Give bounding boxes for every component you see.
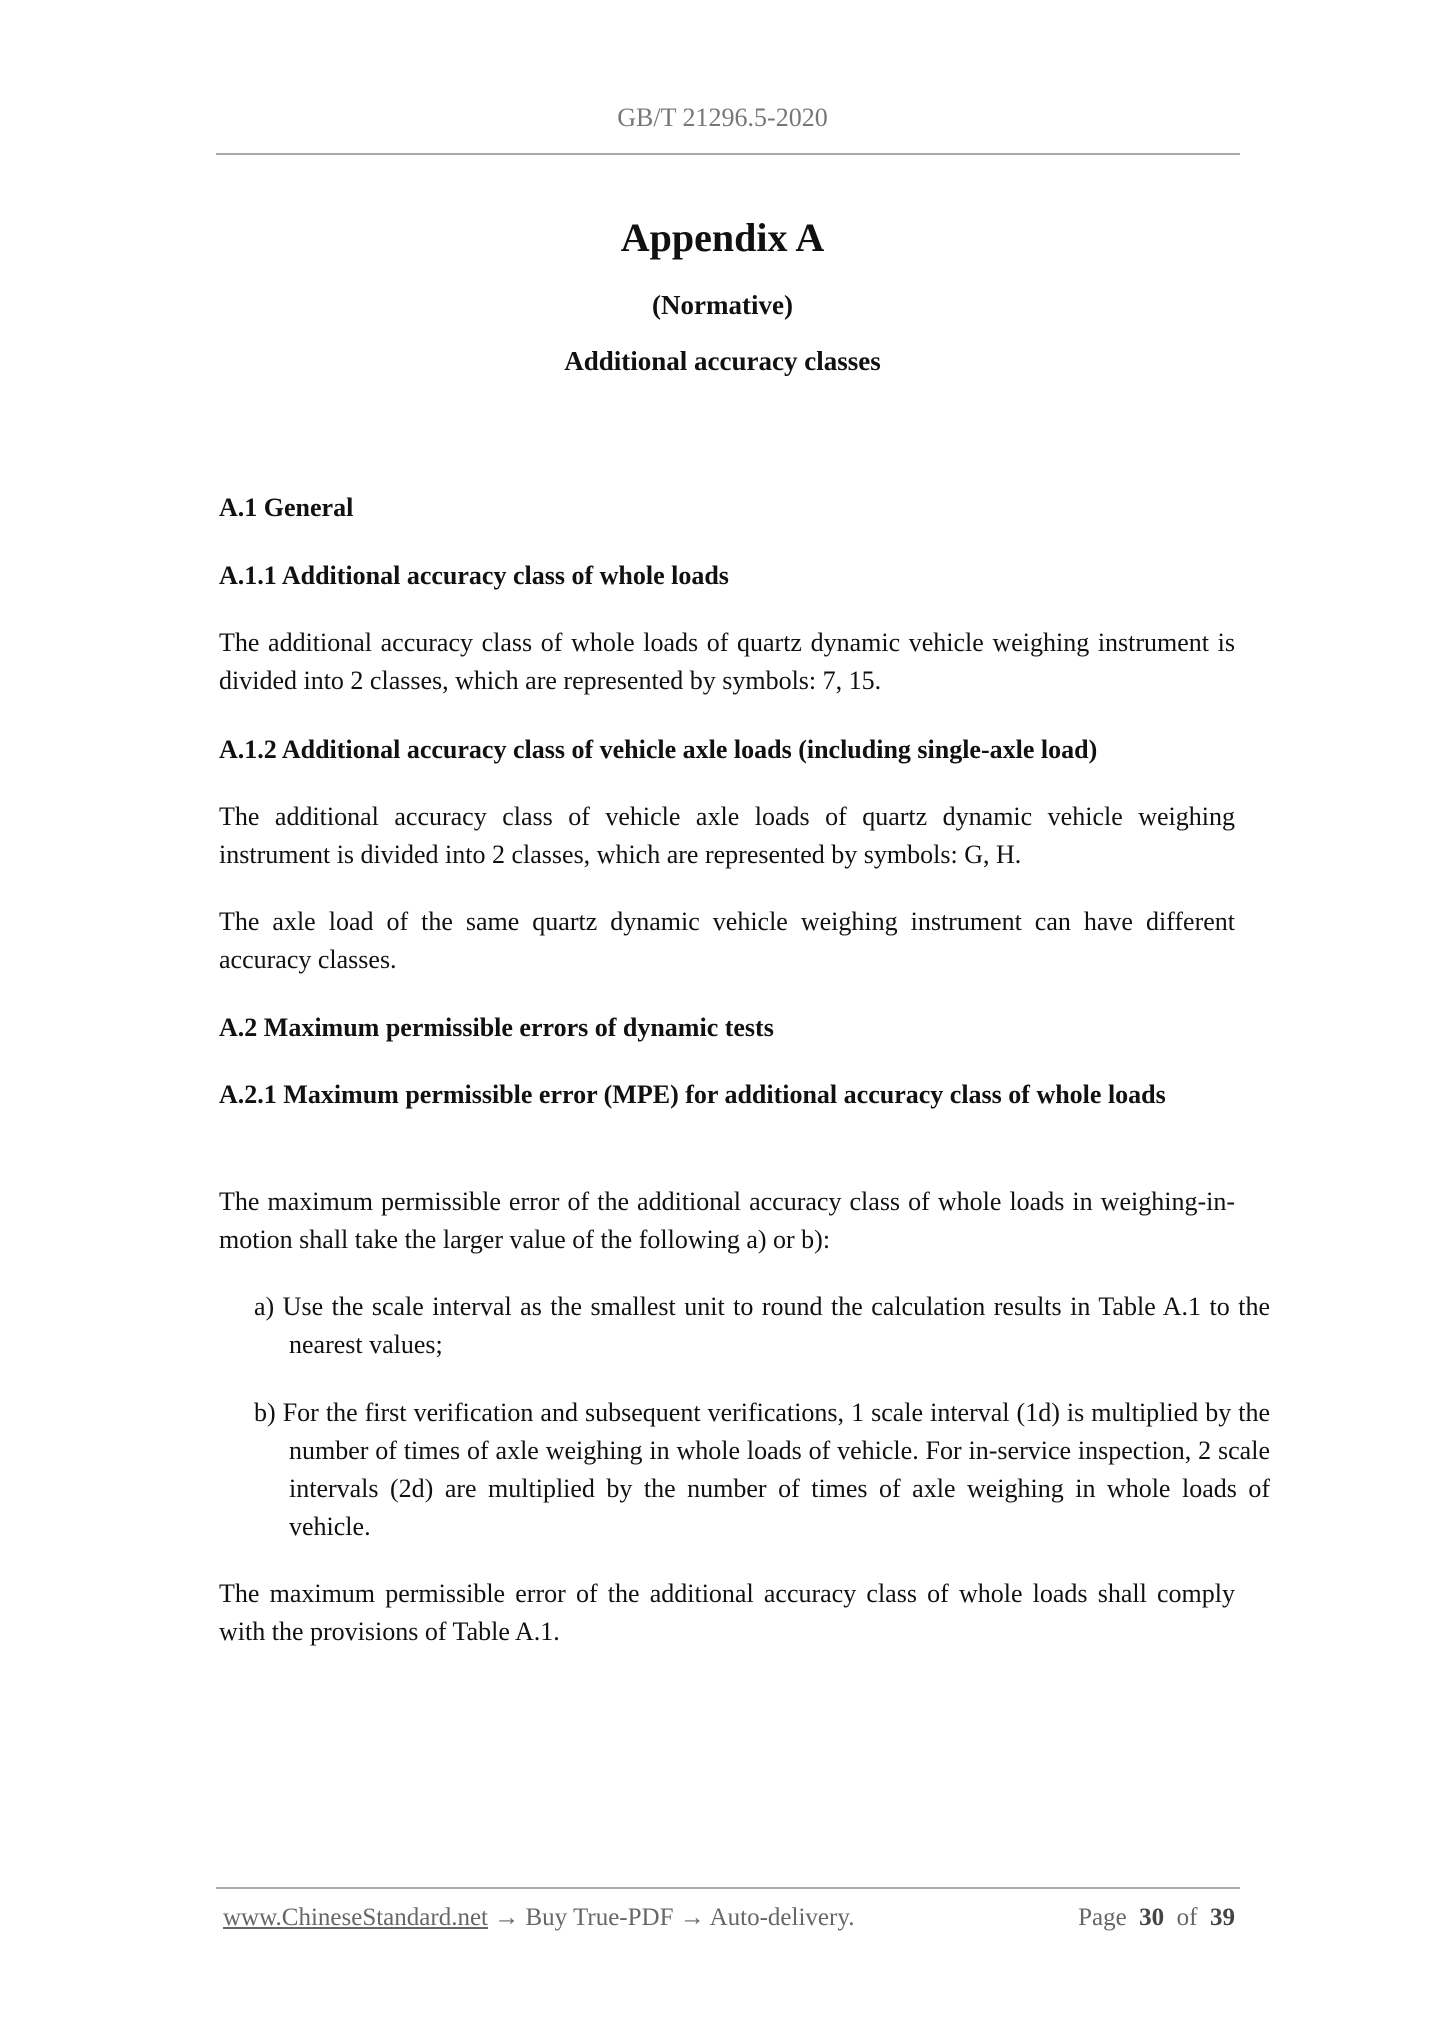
- arrow-icon: →: [679, 1904, 705, 1931]
- list-item-b: b) For the first verification and subsequent verifications, 1 scale interval (1d) is multiplied by the number of times of axle weighing in whole loads of vehicle. For in-service inspection, 2 scale intervals (2d) are multiplied by the number of times of axle weighing in whole loads of vehicle.: [254, 1398, 1270, 1541]
- list-item-a: a) Use the scale interval as the smallest unit to round the calculation results in Table A.1 to the nearest values;: [254, 1292, 1270, 1359]
- section-heading-a1-2: A.1.2 Additional accuracy class of vehicle axle loads (including single-axle load): [219, 735, 1098, 764]
- section-heading-a1: A.1 General: [219, 493, 354, 522]
- document-id-header: GB/T 21296.5-2020: [617, 103, 828, 132]
- paragraph: The maximum permissible error of the additional accuracy class of whole loads in weighing-in-motion shall take the larger value of the following a) or b):: [219, 1187, 1235, 1254]
- footer-divider: [216, 1887, 1240, 1889]
- buy-text: Buy True-PDF: [525, 1904, 674, 1931]
- appendix-title: Appendix A: [620, 215, 825, 260]
- section-heading-a2: A.2 Maximum permissible errors of dynamic tests: [219, 1013, 774, 1042]
- total-pages: 39: [1210, 1904, 1235, 1931]
- appendix-type: (Normative): [652, 290, 793, 320]
- website-link[interactable]: www.ChineseStandard.net: [223, 1904, 488, 1931]
- paragraph: The maximum permissible error of the additional accuracy class of whole loads shall comply with the provisions of Table A.1.: [219, 1579, 1235, 1646]
- paragraph: The additional accuracy class of vehicle axle loads of quartz dynamic vehicle weighing instrument is divided into 2 classes, which are represented by symbols: G, H.: [219, 802, 1235, 869]
- of-label: of: [1176, 1904, 1198, 1931]
- paragraph: The additional accuracy class of whole loads of quartz dynamic vehicle weighing instrument is divided into 2 classes, which are represented by symbols: 7, 15.: [219, 628, 1235, 695]
- appendix-subtitle: Additional accuracy classes: [564, 346, 881, 376]
- delivery-text: Auto-delivery.: [709, 1904, 855, 1931]
- page-label: Page: [1078, 1904, 1127, 1931]
- paragraph: The axle load of the same quartz dynamic vehicle weighing instrument can have different accuracy classes.: [219, 907, 1235, 974]
- section-heading-a1-1: A.1.1 Additional accuracy class of whole loads: [219, 561, 729, 590]
- arrow-icon: →: [494, 1904, 520, 1931]
- section-heading-a2-1: A.2.1 Maximum permissible error (MPE) for additional accuracy class of whole loads: [219, 1080, 1166, 1109]
- footer-promo: [223, 1904, 854, 1932]
- page-number: [1078, 1904, 1235, 1932]
- header-divider: [216, 153, 1240, 155]
- current-page: 30: [1139, 1904, 1165, 1931]
